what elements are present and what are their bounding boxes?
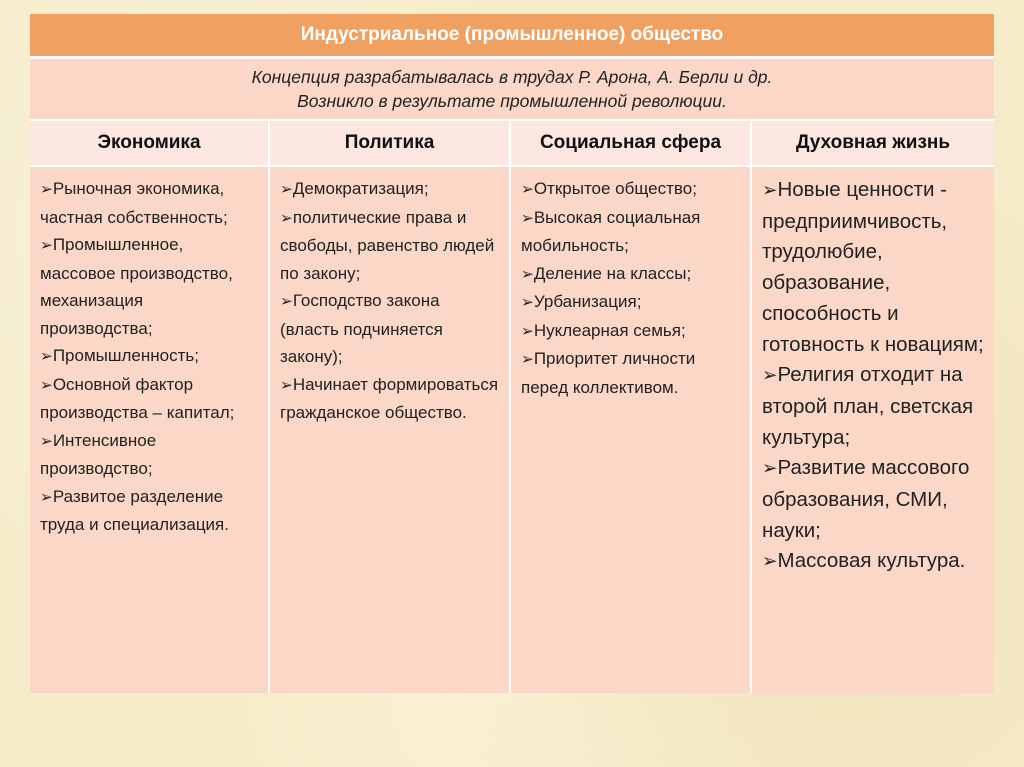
table-title: Индустриальное (промышленное) общество xyxy=(30,14,994,59)
arrow-bullet-icon: ➢ xyxy=(521,180,534,198)
list-item-text: Промышленность; xyxy=(52,346,199,365)
list-item-text: Религия отходит на второй план, светская культура; xyxy=(762,363,974,449)
list-item xyxy=(521,345,740,401)
list-item xyxy=(521,288,740,317)
concept-description xyxy=(30,59,994,121)
arrow-bullet-icon: ➢ xyxy=(280,180,293,198)
list-item xyxy=(521,175,740,204)
arrow-bullet-icon: ➢ xyxy=(40,347,53,365)
list-item-text: Развитое разделение труда и специализация. xyxy=(40,486,229,534)
concept-line-2: Возникло в результате промышленной революции. xyxy=(297,91,727,111)
arrow-bullet-icon: ➢ xyxy=(521,350,534,368)
list-item xyxy=(40,342,258,371)
list-item-text: Приоритет личности перед коллективом. xyxy=(521,349,696,397)
header-spiritual-life: Духовная жизнь xyxy=(752,121,994,165)
spiritual-life-cell xyxy=(752,167,994,693)
arrow-bullet-icon: ➢ xyxy=(40,236,53,254)
list-item xyxy=(521,317,740,346)
economy-cell xyxy=(30,167,270,693)
arrow-bullet-icon: ➢ xyxy=(280,292,293,310)
list-item-text: Открытое общество; xyxy=(533,179,697,198)
arrow-bullet-icon: ➢ xyxy=(521,321,534,340)
list-item-text: Рыночная экономика, частная собственность; xyxy=(40,179,228,227)
list-item xyxy=(40,483,258,539)
column-header-row xyxy=(30,121,994,167)
arrow-bullet-icon: ➢ xyxy=(40,375,53,394)
arrow-bullet-icon: ➢ xyxy=(40,487,53,506)
economy-list xyxy=(40,175,258,539)
list-item-text: Массовая культура. xyxy=(777,549,966,573)
list-item xyxy=(280,204,499,288)
arrow-bullet-icon: ➢ xyxy=(521,293,534,311)
arrow-bullet-icon: ➢ xyxy=(521,208,534,227)
concept-line-1: Концепция разрабатывалась в трудах Р. Арона, А. Берли и др. xyxy=(251,67,773,87)
list-item xyxy=(40,231,258,342)
list-item xyxy=(521,204,740,260)
header-economy: Экономика xyxy=(30,121,270,165)
list-item xyxy=(280,371,499,427)
list-item-text: Начинает формироваться гражданское общество. xyxy=(280,374,499,422)
list-item xyxy=(762,175,984,360)
list-item-text: Демократизация; xyxy=(292,179,429,198)
arrow-bullet-icon: ➢ xyxy=(40,180,53,198)
list-item-text: Нуклеарная семья; xyxy=(533,320,686,340)
politics-list xyxy=(280,175,499,427)
list-item xyxy=(40,427,258,483)
list-item-text: Развитие массового образования, СМИ, науки; xyxy=(762,456,970,542)
list-item xyxy=(280,287,499,371)
arrow-bullet-icon: ➢ xyxy=(280,208,293,227)
social-sphere-cell xyxy=(511,167,752,693)
header-social-sphere: Социальная сфера xyxy=(511,121,752,165)
list-item xyxy=(762,546,984,578)
arrow-bullet-icon: ➢ xyxy=(762,551,778,573)
list-item xyxy=(40,175,258,231)
list-item xyxy=(762,360,984,453)
list-item-text: Новые ценности - предприимчивость, трудолюбие, образование, способность и готовность к новациям; xyxy=(762,178,984,356)
list-item-text: Основной фактор производства – капитал; xyxy=(40,374,235,422)
list-item-text: Высокая социальная мобильность; xyxy=(521,207,701,255)
arrow-bullet-icon: ➢ xyxy=(762,458,778,480)
arrow-bullet-icon: ➢ xyxy=(762,365,778,387)
arrow-bullet-icon: ➢ xyxy=(280,375,293,394)
social-sphere-list xyxy=(521,175,740,401)
list-item-text: Господство закона (власть подчиняется закону); xyxy=(280,291,443,366)
politics-cell xyxy=(270,167,511,693)
arrow-bullet-icon: ➢ xyxy=(762,180,778,201)
list-item-text: Урбанизация; xyxy=(533,292,642,311)
arrow-bullet-icon: ➢ xyxy=(40,431,53,450)
list-item-text: политические права и свободы, равенство людей по закону; xyxy=(280,207,495,283)
content-row xyxy=(30,167,994,693)
list-item xyxy=(280,175,499,204)
industrial-society-table xyxy=(30,14,994,693)
spiritual-life-list xyxy=(762,175,984,578)
list-item xyxy=(521,260,740,289)
list-item-text: Интенсивное производство; xyxy=(40,430,157,478)
header-politics: Политика xyxy=(270,121,511,165)
list-item-text: Деление на классы; xyxy=(533,263,692,283)
list-item xyxy=(40,371,258,427)
arrow-bullet-icon: ➢ xyxy=(521,264,534,283)
list-item-text: Промышленное, массовое производство, механизация производства; xyxy=(40,235,233,338)
list-item xyxy=(762,453,984,546)
